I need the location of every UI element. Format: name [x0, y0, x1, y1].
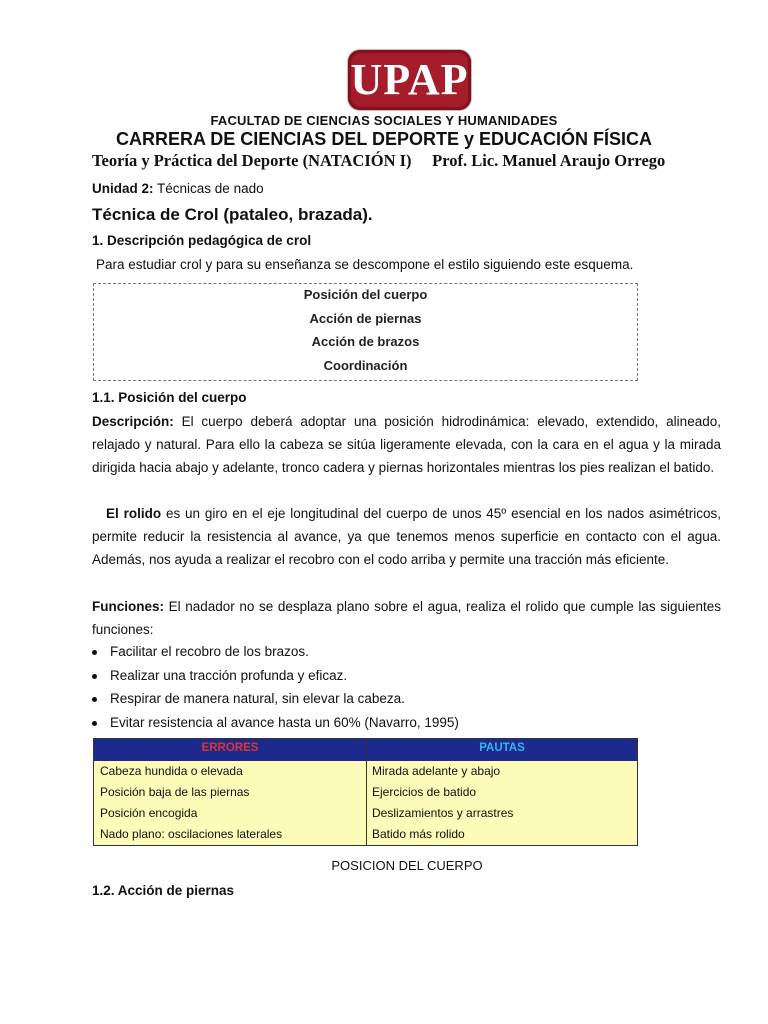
errors-guidelines-table	[93, 738, 638, 846]
table-cell: Mirada adelante y abajo	[372, 764, 501, 778]
university-logo	[348, 50, 471, 110]
logo-badge	[348, 50, 471, 110]
table-cell: Batido más rolido	[372, 827, 465, 841]
career-title: CARRERA DE CIENCIAS DEL DEPORTE y EDUCACIÓN FÍSICA	[115, 129, 653, 149]
table-cell: Deslizamientos y arrastres	[372, 806, 514, 820]
rolido-label: El rolido	[106, 506, 162, 521]
description-paragraph	[92, 410, 721, 479]
functions-text: El nadador no se desplaza plano sobre el agua, realiza el rolido que cumple las siguientes funciones:	[92, 599, 721, 637]
rolido-text: es un giro en el eje longitudinal del cuerpo de unos 45º esencial en los nados asimétricos, permite reducir la resistencia al avance, ya que tenemos menos superficie en contacto con el agua. Además, nos ayuda a realizar el recobro con el codo arriba y permite una tracción más eficiente.	[92, 506, 722, 567]
list-item: Respirar de manera natural, sin elevar la cabeza.	[92, 687, 712, 711]
unit-value: Técnicas de nado	[157, 181, 264, 196]
section-1-1-heading: 1.1. Posición del cuerpo	[92, 390, 247, 405]
scheme-box	[93, 283, 638, 381]
description-text: El cuerpo deberá adoptar una posición hidrodinámica: elevado, extendido, alineado, relajado y natural. Para ello la cabeza se sitúa ligeramente elevada, con la cara en el agua y la mirada dirigida hacia abajo y adelante, tronco cadera y piernas horizontales mientras los pies realizan el batido.	[92, 414, 721, 475]
logo-text: UPAP	[350, 55, 469, 104]
section-1-2-heading: 1.2. Acción de piernas	[92, 883, 235, 898]
list-item: Evitar resistencia al avance hasta un 60% (Navarro, 1995)	[92, 711, 712, 735]
table-cell: Nado plano: oscilaciones laterales	[100, 827, 283, 841]
faculty-title: FACULTAD DE CIENCIAS SOCIALES Y HUMANIDADES	[210, 113, 558, 128]
unit-label: Unidad 2:	[92, 181, 154, 196]
scheme-item: Acción de piernas	[309, 311, 422, 326]
rolido-paragraph	[92, 502, 721, 571]
table-cell: Posición encogida	[100, 806, 198, 820]
scheme-item: Acción de brazos	[311, 334, 420, 349]
table-cell: Cabeza hundida o elevada	[100, 764, 243, 778]
column-divider	[366, 739, 367, 845]
scheme-item: Posición del cuerpo	[303, 287, 428, 302]
list-item: Realizar una tracción profunda y eficaz.	[92, 664, 712, 688]
course-line: Teoría y Práctica del Deporte (NATACIÓN I) Prof. Lic. Manuel Araujo Orrego	[92, 151, 666, 170]
scheme-item: Coordinación	[323, 358, 408, 373]
functions-paragraph	[92, 595, 721, 641]
functions-label: Funciones:	[92, 599, 165, 614]
table-caption: POSICION DEL CUERPO	[331, 858, 483, 873]
description-label: Descripción:	[92, 414, 174, 429]
functions-list	[92, 640, 712, 734]
table-cell: Posición baja de las piernas	[100, 785, 250, 799]
header-pautas: PAUTAS	[479, 742, 525, 754]
table-cell: Ejercicios de batido	[372, 785, 477, 799]
header-errores: ERRORES	[201, 742, 259, 754]
section-1-intro: Para estudiar crol y para su enseñanza se descompone el estilo siguiendo este esquema.	[96, 257, 634, 272]
section-1-heading: 1. Descripción pedagógica de crol	[92, 233, 312, 248]
list-item: Facilitar el recobro de los brazos.	[92, 640, 712, 664]
technique-title: Técnica de Crol (pataleo, brazada).	[92, 205, 373, 224]
unit-line	[92, 181, 264, 196]
